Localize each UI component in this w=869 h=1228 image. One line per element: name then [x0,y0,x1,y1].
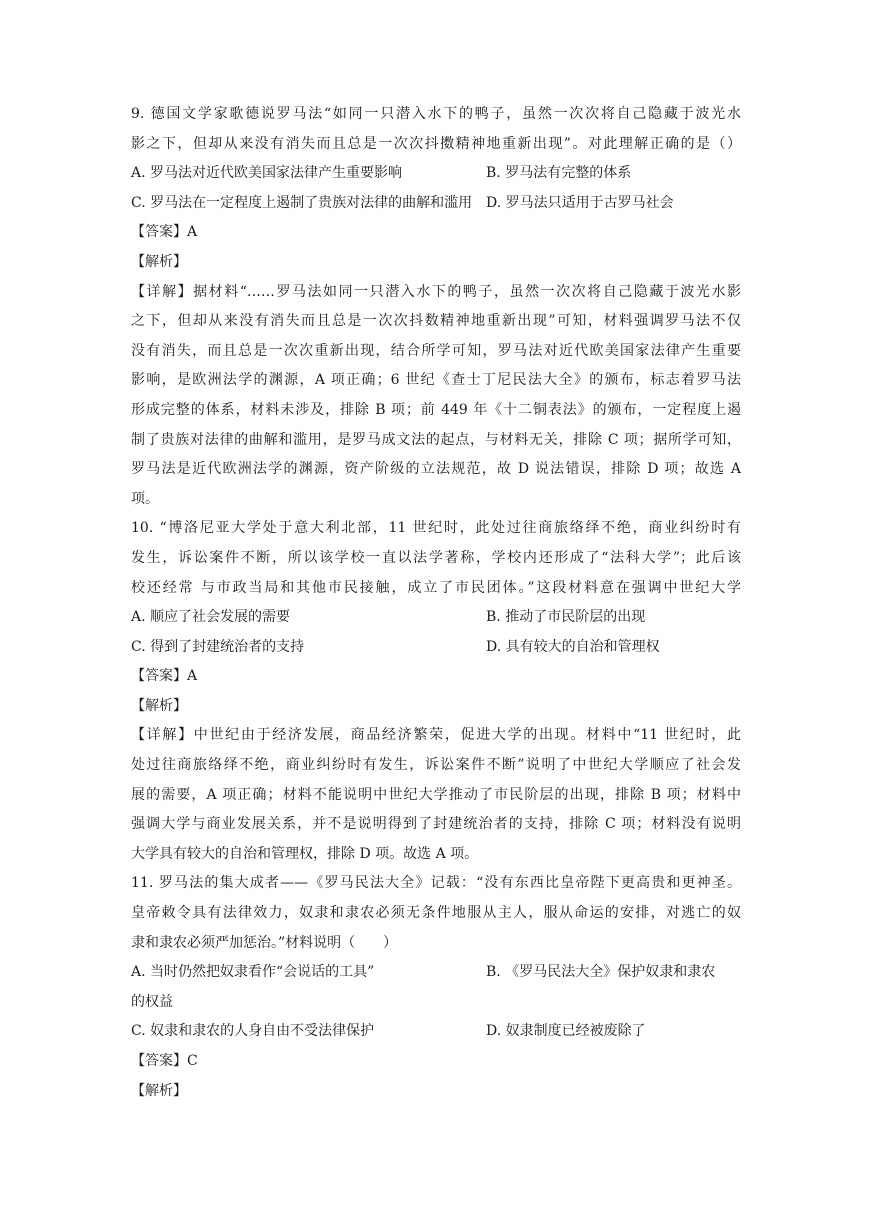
detail-line: 影响，是欧洲法学的渊源，A 项正确；6 世纪《查士丁尼民法大全》的颁布，标志着罗马法 [131,372,741,389]
option-c: C. 得到了封建统治者的支持 [131,638,305,655]
option-d: D. 奴隶制度已经被废除了 [486,1023,646,1040]
detail-line: 制了贵族对法律的曲解和滥用，是罗马成文法的起点，与材料无关，排除 C 项；据所学可知， [131,431,741,448]
question-stem-line: 校还经常 与市政当局和其他市民接触，成立了市民团体。”这段材料意在强调中世纪大学 [131,579,741,596]
question-stem-line: 11. 罗马法的集大成者——《罗马民法大全》记载：“没有东西比皇帝陛下更高贵和更神圣。 [131,875,741,892]
detail-line: 处过往商旅络绎不绝，商业纠纷时有发生，诉讼案件不断”说明了中世纪大学顺应了社会发 [131,757,741,774]
question-stem-line: 发生，诉讼案件不断，所以该学校一直以法学著称，学校内还形成了“法科大学”；此后该 [131,549,741,566]
option-a: A. 罗马法对近代欧美国家法律产生重要影响 [131,165,403,182]
options-row [131,958,741,988]
detail-explanation [131,721,741,869]
option-a: A. 当时仍然把奴隶看作“会说话的工具” [131,964,375,981]
detail-explanation [131,278,741,515]
detail-line: 形成完整的体系，材料未涉及，排除 B 项；前 449 年《十二铜表法》的颁布，一定程度上遏 [131,401,741,418]
option-b: B. 《罗马民法大全》保护奴隶和隶农 [486,964,716,981]
options-row [131,159,741,189]
option-c: C. 奴隶和隶农的人身自由不受法律保护 [131,1023,375,1040]
detail-line: 展的需要，A 项正确；材料不能说明中世纪大学推动了市民阶层的出现，排除 B 项；材料中 [131,786,741,803]
option-d: D. 罗马法只适用于古罗马社会 [486,194,674,211]
document-content [131,100,741,1106]
option-c: C. 罗马法在一定程度上遏制了贵族对法律的曲解和滥用 [131,194,473,211]
detail-line: 强调大学与商业发展关系，并不是说明得到了封建统治者的支持，排除 C 项；材料没有说明 [131,816,741,833]
answer-label: 【答案】A [131,224,198,241]
detail-line: 之下，但却从来没有消失而且总是一次次抖数精神地重新出现”可知，材料强调罗马法不仅 [131,313,741,330]
answer-label: 【答案】A [131,668,198,685]
options-row [131,1017,741,1047]
question-stem-line: 皇帝敕令具有法律效力，奴隶和隶农必须无条件地服从主人，服从命运的安排，对逃亡的奴 [131,905,741,922]
option-b: B. 推动了市民阶层的出现 [486,609,646,626]
question-stem-line: 影之下，但却从来没有消失而且总是一次次抖擞精神地重新出现”。对此理解正确的是（） [131,135,741,152]
option-d: D. 具有较大的自治和管理权 [486,638,660,655]
question-9 [131,100,741,514]
question-11 [131,869,741,1106]
option-a: A. 顺应了社会发展的需要 [131,609,291,626]
question-10 [131,514,741,869]
analysis-label: 【解析】 [131,1082,187,1099]
question-stem-line: 隶和隶农必须严加惩治。”材料说明（ ） [131,934,398,951]
analysis-label: 【解析】 [131,697,187,714]
detail-line: 【详解】中世纪由于经济发展，商品经济繁荣，促进大学的出现。材料中“11 世纪时，此 [131,727,741,744]
option-b: B. 罗马法有完整的体系 [486,165,632,182]
detail-line: 项。 [131,490,159,507]
detail-line: 【详解】据材料“……罗马法如同一只潜入水下的鸭子，虽然一次次将自己隐藏于波光水影 [131,283,741,300]
option-b-continuation: 的权益 [131,993,173,1010]
question-stem-line: 9. 德国文学家歌德说罗马法“如同一只潜入水下的鸭子，虽然一次次将自己隐藏于波光水 [131,106,741,122]
detail-line: 大学具有较大的自治和管理权，排除 D 项。故选 A 项。 [131,845,479,862]
analysis-label: 【解析】 [131,253,187,270]
detail-line: 没有消失，而且总是一次次重新出现，结合所学可知，罗马法对近代欧美国家法律产生重要 [131,342,741,359]
answer-label: 【答案】C [131,1053,198,1069]
options-row [131,189,741,219]
options-row [131,603,741,633]
detail-line: 罗马法是近代欧洲法学的渊源，资产阶级的立法规范，故 D 说法错误，排除 D 项；故选 A [131,461,741,478]
question-stem-line: 10. “博洛尼亚大学处于意大利北部，11 世纪时，此处过往商旅络绎不绝，商业纠纷时有 [131,520,741,537]
options-row [131,633,741,663]
